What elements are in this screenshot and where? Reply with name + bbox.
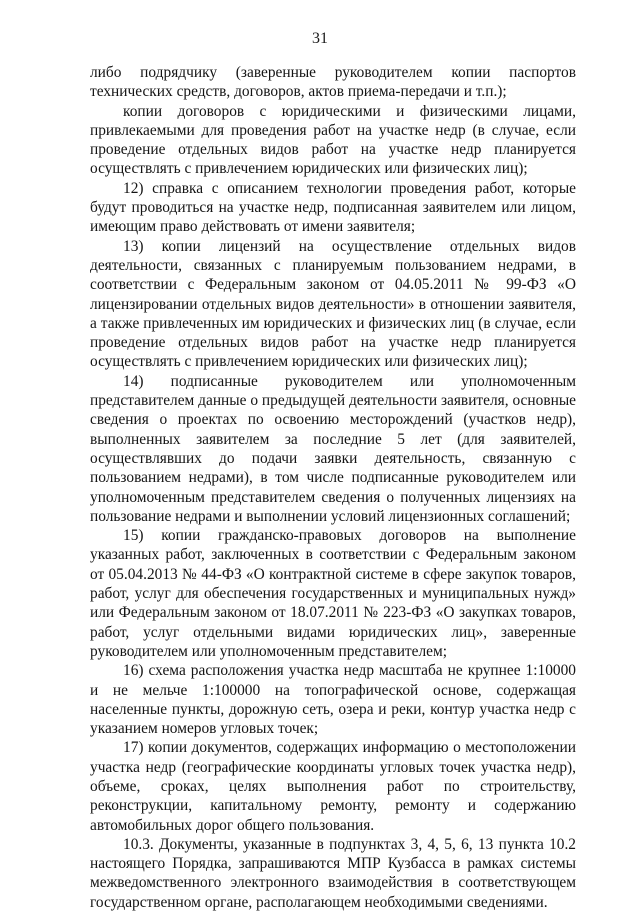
document-body <box>90 63 576 912</box>
paragraph-item-17: 17) копии документов, содержащих информацию о местоположении участка недр (географические координаты угловых точек участка недр), объеме, сроках, целях выполнения работ по строительству, реконструкции, капитальному ремонту, ремонту и содержанию автомобильных дорог общего пользования. <box>90 739 576 834</box>
paragraph-continuation: либо подрядчику (заверенные руководителем копии паспортов технических средств, договоров, актов приема-передачи и т.п.); <box>90 64 576 101</box>
paragraph-item-14: 14) подписанные руководителем или уполномоченным представителем данные о предыдущей деятельности заявителя, основные сведения о проектах по освоению месторождений (участков недр), выполненных заявителем за последние 5 лет (для заявителей, осуществлявших до подачи заявки деятельность, связанную с пользованием недрами), в том числе подписанные руководителем или уполномоченным представителем сведения о полученных лицензиях на пользование недрами и выполнении условий лицензионных соглашений; <box>90 372 576 525</box>
page-number: 31 <box>312 30 328 47</box>
paragraph-10-3: 10.3. Документы, указанные в подпунктах 3, 4, 5, 6, 13 пункта 10.2 настоящего Порядка, запрашиваются МПР Кузбасса в рамках системы межведомственного электронного взаимодействия в соответствующем государственном органе, располагающем необходимыми сведениями. <box>90 835 576 911</box>
paragraph-item-16: 16) схема расположения участка недр масштаба не крупнее 1:10000 и не мельче 1:100000 на топографической основе, содержащая населенные пункты, дорожную сеть, озера и реки, контур участка недр с указанием номеров угловых точек; <box>90 662 576 738</box>
paragraph-item-15: 15) копии гражданско-правовых договоров на выполнение указанных работ, заключенных в соответствии с Федеральным законом от 05.04.2013 № 44-ФЗ «О контрактной системе в сфере закупок товаров, работ, услуг для обеспечения государственных и муниципальных нужд» или Федеральным законом от 18.07.2011 № 223-ФЗ «О закупках товаров, работ, услуг отдельными видами юридических лиц», заверенные руководителем или уполномоченным представителем; <box>90 527 576 660</box>
paragraph-item-12: 12) справка с описанием технологии проведения работ, которые будут проводиться на участке недр, подписанная заявителем или лицом, имеющим право действовать от имени заявителя; <box>90 179 576 236</box>
paragraph-item-13: 13) копии лицензий на осуществление отдельных видов деятельности, связанных с планируемым пользованием недрами, в соответствии с Федеральным законом от 04.05.2011 № 99-ФЗ «О лицензировании отдельных видов деятельности» в отношении заявителя, а также привлеченных им юридических и физических лиц (в случае, если проведение отдельных видов работ на участке недр планируется осуществлять с привлечением юридических или физических лиц); <box>90 237 576 371</box>
paragraph-contracts-copies: копии договоров с юридическими и физическими лицами, привлекаемыми для проведения работ на участке недр (в случае, если проведение отдельных видов работ на участке недр планируется осуществлять с привлечением юридических или физических лиц); <box>90 102 576 178</box>
